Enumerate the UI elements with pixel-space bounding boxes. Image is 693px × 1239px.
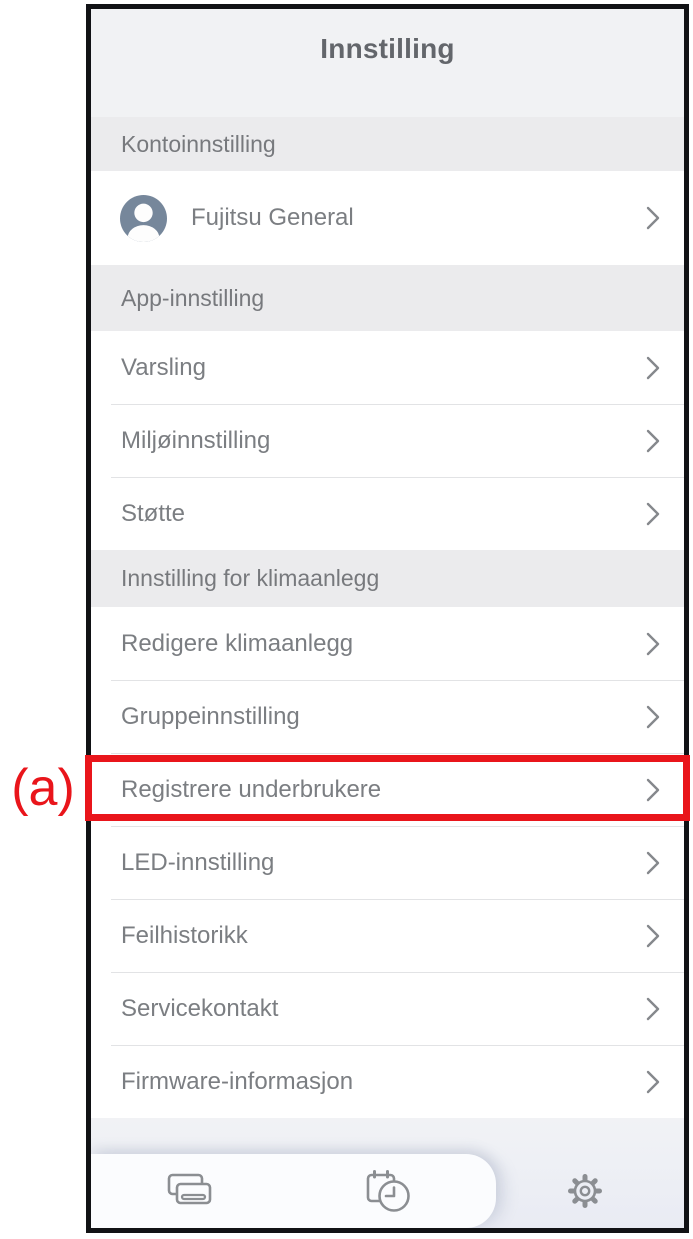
ac-units-icon [167, 1173, 213, 1209]
row-led-innstilling[interactable] [91, 826, 684, 899]
row-account[interactable] [91, 171, 684, 265]
row-label: Gruppeinnstilling [121, 702, 300, 730]
chevron-right-icon [646, 997, 660, 1021]
row-label: LED-innstilling [121, 848, 275, 876]
row-feilhistorikk[interactable] [91, 899, 684, 972]
row-label: Servicekontakt [121, 994, 279, 1022]
row-servicekontakt[interactable] [91, 972, 684, 1045]
page-title: Innstilling [320, 33, 455, 64]
row-label: Støtte [121, 499, 186, 527]
row-varsling[interactable] [91, 331, 684, 404]
tab-bar-region [91, 1118, 684, 1228]
chevron-right-icon [646, 632, 660, 656]
settings-screen [91, 9, 684, 1228]
account-name: Fujitsu General [191, 204, 354, 231]
row-label: Redigere klimaanlegg [121, 629, 354, 657]
annotation-label: (a) [11, 759, 75, 817]
section-header-label: App-innstilling [121, 284, 265, 311]
row-label: Varsling [121, 353, 206, 381]
section-header-label: Kontoinnstilling [121, 130, 276, 157]
phone-frame [86, 4, 689, 1233]
section-header-app [91, 265, 684, 331]
row-label: Feilhistorikk [121, 921, 248, 949]
chevron-right-icon [646, 1070, 660, 1094]
chevron-right-icon [646, 851, 660, 875]
row-label: Registrere underbrukere [121, 775, 382, 803]
chevron-right-icon [646, 502, 660, 526]
tab-aircon-list[interactable] [91, 1154, 289, 1228]
section-header-label: Innstilling for klimaanlegg [121, 565, 380, 591]
row-gruppeinnstilling[interactable] [91, 680, 684, 753]
chevron-right-icon [646, 924, 660, 948]
row-redigere-klimaanlegg[interactable] [91, 607, 684, 680]
section-header-account [91, 117, 684, 171]
tab-bar [91, 1154, 684, 1228]
user-avatar-icon [120, 195, 167, 242]
tab-settings[interactable] [486, 1154, 684, 1228]
tab-schedule[interactable] [289, 1154, 487, 1228]
row-miljoinnstilling[interactable] [91, 404, 684, 477]
row-registrere-underbrukere[interactable] [91, 753, 684, 826]
chevron-right-icon [646, 705, 660, 729]
chevron-right-icon [646, 206, 660, 230]
app-bar [91, 9, 684, 117]
chevron-right-icon [646, 429, 660, 453]
chevron-right-icon [646, 356, 660, 380]
section-header-aircon [91, 550, 684, 607]
row-firmware-informasjon[interactable] [91, 1045, 684, 1118]
schedule-timer-icon [365, 1168, 411, 1214]
chevron-right-icon [646, 778, 660, 802]
settings-gear-icon [563, 1169, 607, 1213]
row-label: Firmware-informasjon [121, 1067, 354, 1095]
row-label: Miljøinnstilling [121, 426, 271, 454]
row-stotte[interactable] [91, 477, 684, 550]
